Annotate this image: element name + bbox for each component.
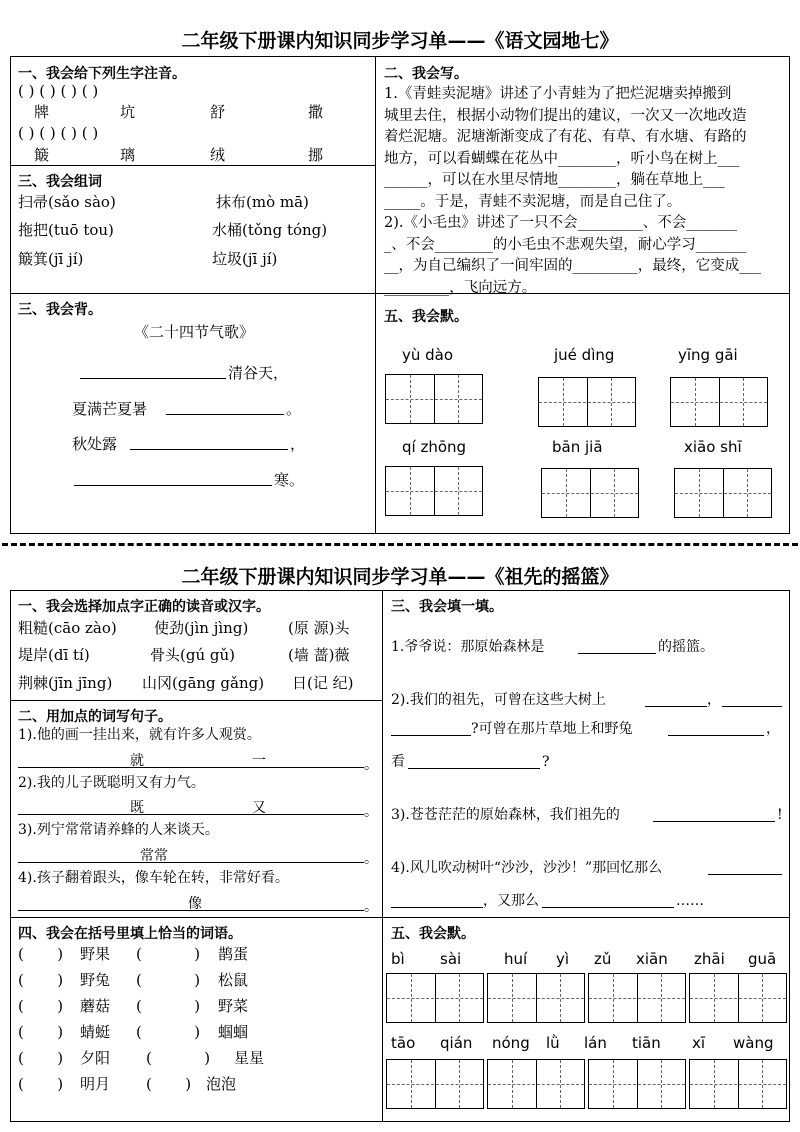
sheet2-divider-left (10, 700, 382, 701)
bracket-open[interactable]: ( ) (18, 1075, 64, 1093)
char-7: 绒 (210, 146, 226, 164)
sentence-question: 1).他的画一挂出来，就有许多人观赏。 (18, 727, 261, 743)
pinyin-label: tiān (632, 1034, 661, 1052)
pinyin-label: xiān (636, 950, 668, 968)
bracket-open[interactable]: ( ) (18, 1023, 64, 1041)
poem-title: 《二十四节气歌》 (134, 323, 255, 341)
sentence-keyword: 既 (130, 800, 144, 816)
bracket-open[interactable]: ( ) (18, 971, 64, 989)
writing-grid[interactable] (541, 468, 639, 518)
bracket-word: 蘑菇 (80, 997, 111, 1015)
sentence-end: 。 (364, 757, 378, 773)
writing-grid[interactable] (674, 468, 772, 518)
bracket-open[interactable]: ( ) (136, 971, 201, 989)
fill-blank[interactable] (722, 691, 782, 707)
sheet1-divider-left (10, 165, 375, 166)
poem-line4-end: 寒。 (274, 471, 305, 489)
s2-2-heading: 二、用加点的词写句子。 (18, 709, 172, 725)
zuci-item[interactable]: 簸箕(jī jí) (18, 250, 84, 268)
pinyin-label: bì (391, 950, 405, 968)
pinyin-label: lǜ (546, 1034, 560, 1052)
sentence-keyword: 一 (252, 753, 266, 769)
sheet2-title: 二年级下册课内知识同步学习单——《祖先的摇篮》 (181, 566, 619, 588)
fill-blank[interactable] (391, 892, 483, 908)
zuci-item[interactable]: 垃圾(jī jí) (212, 250, 278, 268)
poem-line3-start: 秋处露 (72, 435, 118, 453)
fill-q2-mid: ?可曾在那片草地上和野兔 (471, 721, 633, 737)
bracket-word: 野菜 (218, 997, 249, 1015)
bracket-open[interactable]: ( ) (18, 945, 64, 963)
fill-q1-end: 的摇篮。 (658, 639, 714, 655)
zuci-item[interactable]: 拖把(tuō tou) (18, 221, 114, 239)
sheet2-divider (382, 590, 383, 1122)
sentence-question: 3).列宁常常请养蜂的人来谈天。 (18, 822, 219, 838)
choice-item[interactable]: 荆棘(jīn jīng) (18, 674, 113, 692)
fill-blank[interactable] (668, 720, 764, 736)
fill-q2-comma2: ， (766, 721, 780, 737)
s2-3-heading: 三、我会填一填。 (391, 599, 503, 615)
pinyin-paren-row-1[interactable]: ( ) ( ) ( ) ( ) (18, 82, 99, 100)
sentence-end: 。 (364, 851, 378, 867)
fill-q3-start: 3).苍苍茫茫的原始森林，我们祖先的 (391, 807, 620, 823)
sentence-end: 。 (364, 804, 378, 820)
zuci-item[interactable]: 水桶(tǒng tóng) (212, 221, 328, 239)
sheet1-divider (375, 56, 376, 534)
pinyin-label: wàng (733, 1034, 774, 1052)
writing-grid[interactable] (588, 973, 686, 1023)
sentence-blank[interactable] (18, 799, 364, 815)
sentence-blank[interactable] (18, 752, 364, 768)
fill-q4-end: …… (676, 893, 704, 909)
char-4: 撒 (308, 103, 324, 121)
writing-grid[interactable] (689, 973, 787, 1023)
sheet-separator (2, 543, 798, 546)
sentence-keyword: 就 (130, 753, 144, 769)
fill-blank[interactable] (645, 691, 707, 707)
poem-blank-1[interactable] (80, 364, 226, 379)
poem-line3-end: ， (290, 435, 306, 453)
choice-item[interactable]: 日(记 纪) (292, 674, 354, 692)
writing-grid[interactable] (487, 1059, 585, 1109)
bracket-open[interactable]: ( ) (146, 1075, 192, 1093)
pinyin-label: sài (440, 950, 462, 968)
s1-heading: 一、我会给下列生字注音。 (18, 66, 186, 82)
sentence-keyword: 像 (188, 896, 202, 912)
s2-text[interactable]: 1.《青蛙卖泥塘》讲述了小青蛙为了把烂泥塘卖掉搬到 城里去住，根据小动物们提出的建议，一次又一次地改造 着烂泥塘。泥塘渐渐变成了有花、有草、有水塘、有路的 地方，可以看蝴蝶在花丛中________，听小鸟在树上___ ______，可以在水里尽情地________，躺在草地上___ _____。于是，青蛙不卖泥塘，而是自己住了。 2).《小毛虫》讲述了一只不会_________、不会_______ _、不会________的小毛虫不悲观失望，耐心学习_______ __，为自己编织了一间牢固的_________，最终，它变成___ _________，飞向远方。 (384, 86, 761, 296)
bracket-open[interactable]: ( ) (18, 1049, 64, 1067)
sentence-question: 2).我的儿子既聪明又有力气。 (18, 775, 205, 791)
fill-q4-start: 4).风儿吹动树叶“沙沙，沙沙！”那回忆那么 (391, 860, 663, 876)
fill-q2-look: 看 (391, 754, 405, 770)
pinyin-label: xiāo shī (684, 438, 742, 456)
bracket-open[interactable]: ( ) (146, 1049, 211, 1067)
choice-item[interactable]: (墙 蔷)薇 (288, 646, 350, 664)
fill-q2-qmark: ? (542, 754, 550, 770)
fill-q4-mid: ，又那么 (483, 893, 539, 909)
bracket-word: 蝈蝈 (218, 1023, 249, 1041)
pinyin-paren-row-2[interactable]: ( ) ( ) ( ) ( ) (18, 124, 99, 142)
zuci-item[interactable]: 抹布(mò mā) (216, 193, 309, 211)
choice-item[interactable]: (原 源)头 (288, 619, 350, 637)
fill-q3-end: ! (777, 807, 783, 823)
zuci-heading: 三、我会组词 (18, 174, 102, 190)
bracket-word: 野果 (80, 945, 111, 963)
pinyin-label: guā (748, 950, 777, 968)
pinyin-label: yīng gāi (678, 346, 738, 364)
fill-blank[interactable] (408, 753, 540, 769)
bracket-word: 夕阳 (80, 1049, 111, 1067)
pinyin-label: bān jiā (552, 438, 603, 456)
poem-blank-4[interactable] (74, 471, 272, 486)
pinyin-label: jué dìng (554, 346, 615, 364)
s5-heading: 五、我会默。 (384, 309, 468, 325)
bracket-word: 鹊蛋 (218, 945, 249, 963)
s2-1-heading: 一、我会选择加点字正确的读音或汉字。 (18, 599, 270, 615)
fill-q1-start: 1.爷爷说：那原始森林是 (391, 639, 545, 655)
sentence-question: 4).孩子翻着跟头，像车轮在转，非常好看。 (18, 870, 289, 886)
char-5: 簸 (34, 146, 50, 164)
poem-line1-end: 清谷天， (228, 364, 289, 382)
s2-heading: 二、我会写。 (384, 66, 468, 82)
writing-grid[interactable] (670, 377, 768, 427)
writing-grid[interactable] (487, 973, 585, 1023)
poem-line2-end: 。 (286, 400, 302, 418)
bracket-open[interactable]: ( ) (136, 945, 201, 963)
char-8: 挪 (308, 146, 324, 164)
s2-4-heading: 四、我会在括号里填上恰当的词语。 (18, 926, 242, 942)
s3-heading: 三、我会背。 (18, 302, 102, 318)
choice-item[interactable]: 山冈(gāng gǎng) (142, 674, 265, 692)
writing-grid[interactable] (689, 1059, 787, 1109)
pinyin-label: huí (504, 950, 528, 968)
char-3: 舒 (210, 103, 226, 121)
sentence-blank[interactable] (18, 847, 364, 863)
bracket-word: 明月 (80, 1075, 111, 1093)
sentence-keyword: 常常 (140, 848, 168, 864)
fill-q2-start: 2).我们的祖先，可曾在这些大树上 (391, 692, 606, 708)
writing-grid[interactable] (386, 1059, 484, 1109)
pinyin-label: zhāi (694, 950, 725, 968)
fill-blank[interactable] (653, 806, 775, 822)
writing-grid[interactable] (385, 466, 483, 516)
pinyin-label: lán (584, 1034, 607, 1052)
char-6: 璃 (120, 146, 136, 164)
poem-blank-2[interactable] (166, 400, 284, 415)
bracket-open[interactable]: ( ) (136, 1023, 201, 1041)
pinyin-label: xī (692, 1034, 706, 1052)
bracket-word: 蜻蜓 (80, 1023, 111, 1041)
poem-line2-start: 夏满芒夏暑 (72, 400, 148, 418)
char-2: 坑 (120, 103, 136, 121)
sentence-keyword: 又 (252, 800, 266, 816)
bracket-word: 松鼠 (218, 971, 249, 989)
choice-item[interactable]: 使劲(jìn jìng) (154, 619, 249, 637)
pinyin-label: qián (440, 1034, 473, 1052)
fill-blank[interactable] (708, 859, 782, 875)
pinyin-label: tāo (391, 1034, 416, 1052)
fill-blank[interactable] (542, 892, 674, 908)
s2-5-heading: 五、我会默。 (391, 926, 475, 942)
char-1: 牌 (34, 103, 50, 121)
pinyin-label: qí zhōng (402, 438, 467, 456)
choice-item[interactable]: 骨头(gú gǔ) (150, 646, 235, 664)
pinyin-label: nóng (492, 1034, 530, 1052)
poem-blank-3[interactable] (130, 435, 288, 450)
bracket-open[interactable]: ( ) (18, 997, 64, 1015)
pinyin-label: yù dào (402, 346, 454, 364)
bracket-open[interactable]: ( ) (136, 997, 201, 1015)
fill-blank[interactable] (391, 720, 471, 736)
sheet2-divider-mid (10, 917, 790, 918)
zuci-item[interactable]: 扫帚(sǎo sào) (18, 193, 116, 211)
fill-blank[interactable] (578, 638, 656, 654)
writing-grid[interactable] (385, 374, 483, 424)
choice-item[interactable]: 堤岸(dī tí) (18, 646, 90, 664)
fill-q2-comma: ， (707, 692, 721, 708)
sentence-end: 。 (364, 899, 378, 915)
bracket-word: 星星 (234, 1049, 265, 1067)
writing-grid[interactable] (588, 1059, 686, 1109)
bracket-word: 野兔 (80, 971, 111, 989)
sheet1-title: 二年级下册课内知识同步学习单——《语文园地七》 (181, 30, 619, 52)
writing-grid[interactable] (538, 377, 636, 427)
bracket-word: 泡泡 (206, 1075, 237, 1093)
pinyin-label: yì (556, 950, 570, 968)
writing-grid[interactable] (386, 973, 484, 1023)
choice-item[interactable]: 粗糙(cāo zào) (18, 619, 117, 637)
pinyin-label: zǔ (594, 950, 612, 968)
